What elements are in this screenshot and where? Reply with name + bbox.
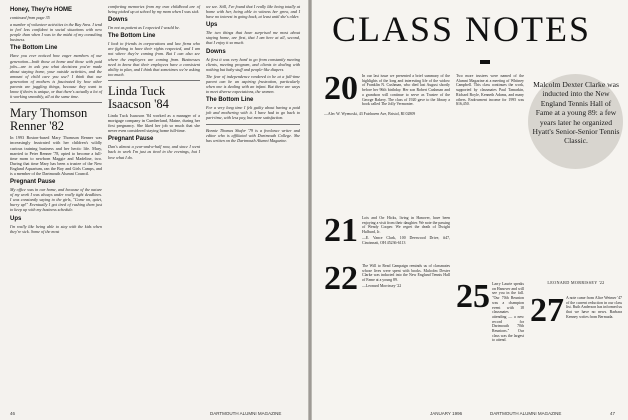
author-credit: Bonnie Thomas Shafer '79 is a freelance writer and editor who is affiliated with Dartmouth College. She has written on the Dartmouth Alumni Magazine.	[206, 127, 300, 143]
right-page	[310, 0, 628, 420]
paragraph: I look to friends in corporations and law firms who are fighting to have their rights respected, and I am not where they're coming from. But I can also see where the employers are coming from. Businesses need to know that their employees have a consistent ability to plan, and I think that sometimes we're asking too much.	[108, 41, 200, 77]
paragraph: The two things that have surprised me most about staying home, are first, that I am here at all, second, that I enjoy it so much.	[206, 30, 300, 46]
class-year-22: 22	[324, 260, 358, 297]
section-heading: Downs	[206, 48, 226, 55]
section-heading: The Bottom Line	[206, 97, 254, 104]
section-heading: Downs	[108, 17, 128, 24]
paragraph: I'm really like being able to stay with the kids when they're sick. Some of the most	[10, 223, 102, 234]
class-signature: —Leonard Morrissey '22	[362, 284, 402, 289]
paragraph: I'm not as patient as I expected I would be.	[108, 25, 180, 31]
left-column-2	[108, 4, 200, 404]
class-20-notes	[362, 74, 450, 112]
paragraph: a number of volunteer activities in the Bay Area. I tend to feel less confident in social situations with new people than when I was in the midst of my consulting business.	[10, 22, 102, 43]
paragraph: Lois and Orr Hicks, living in Hanover, have been enjoying a visit from their daughter. We note the passing of Wendy Cooper. We regret the death of Dwight Hulburd, Jr.	[362, 216, 450, 235]
left-column-3	[206, 4, 300, 404]
class-21-notes	[362, 216, 450, 256]
paragraph: The Will to Read Campaign reminds us of classmates whose lives were spent with books. Malcolm Dexter Clarke was inducted into the New England Tennis Hall of Fame at a young 89.	[362, 264, 450, 283]
paragraph: A note came from Alice Weimer '47 of the current reduction in our class list. Ruth Anderson has informed us that we have no news. Barbara Kenney writes from Bermuda.	[566, 296, 622, 319]
class-20-notes-cont	[324, 112, 450, 204]
paragraph: we see. Still, I've found that I really like being totally at home with her, being able to witness her grow, and I have no interest in going back, at least until she's older.	[206, 4, 300, 20]
paragraph: At first it was very hard to go from constantly meeting clients, meeting program, and clients in dealing with nothing but baby stuff and people-like diapers.	[206, 56, 300, 72]
pull-quote	[528, 74, 623, 288]
title-ornament	[480, 60, 490, 64]
left-column-1	[10, 4, 102, 404]
middle-notes	[456, 74, 524, 270]
section-heading: The Bottom Line	[10, 45, 58, 52]
profile-name: Mary Thomson Renner '82	[10, 106, 88, 134]
page-gutter	[308, 0, 312, 420]
section-heading: Ups	[10, 215, 22, 222]
divider	[206, 124, 300, 125]
class-27-notes	[566, 296, 622, 404]
section-heading: The Bottom Line	[108, 33, 156, 40]
paragraph: Dan's almost a year-and-a-half now, and since I went back to work I'm just as tired in the evenings, but I love what I do.	[108, 144, 200, 160]
section-heading: Pregnant Pause	[10, 179, 56, 186]
paragraph: Larry Laurie speaks on Hanover and will see you in the fall. "Our 70th Reunion was a champion event with 18 classmates attending — a new record for Dartmouth 70th Reunions." Our class was the largest to attend.	[492, 282, 524, 343]
divider	[10, 102, 102, 103]
page-footer: DARTMOUTH ALUMNI MAGAZINE	[210, 411, 282, 416]
divider	[108, 80, 200, 81]
section-heading: Pregnant Pause	[108, 136, 154, 143]
pull-quote-author: LEONARD MORRISSEY '22	[547, 280, 605, 285]
class-year-20: 20	[324, 70, 358, 107]
class-year-21: 21	[324, 212, 358, 249]
paragraph: Two more trustees were named of the Alumni Magazine at a meeting of Whitney Campbell. This class continues the work, supported by classmates Paul Tamarkin, Richard Boyle, Kenneth Adams, and many others. Endowment income for 1995 was $16,450.	[456, 74, 524, 107]
paragraph: My office was in our home, and because of the nature of my work I was always under really tight deadlines. I was constantly saying to the girls, "Come on, quiet, hurry up!" Eventually I got tired of rushing them just to keep up with my business schedule.	[10, 187, 102, 213]
paragraph: For a very long time I felt guilty about having a paid job and mothering with it. I have had to go back to part-time, with less pay, but more satisfaction.	[206, 105, 300, 121]
section-heading: Ups	[206, 22, 218, 29]
class-25-notes	[492, 282, 524, 343]
section-title: CLASS NOTES	[332, 9, 592, 49]
page-number: 46	[10, 411, 16, 416]
paragraph: comforting memories from my own childhood are of being picked up at school by my mom when I was sick.	[108, 4, 200, 15]
page-number: 47	[610, 411, 616, 416]
pull-quote-text: Malcolm Dexter Clarke was inducted into the New England Tennis Hall of Fame at a young 89: a few years later he organized Hyatt's Senior-Senior Tennis Classic.	[532, 80, 620, 146]
left-page	[0, 0, 310, 420]
profile-name: Linda Tuck Isaacson '84	[108, 83, 169, 111]
class-signature: —Alec W. Wyenoski, 43 Fairhaven Ave, Bristol, RI 02809	[324, 112, 416, 116]
class-year-27: 27	[530, 292, 564, 329]
continued-note: continued from page 35	[10, 15, 50, 20]
class-year-25: 25	[456, 278, 490, 315]
article-heading: Honey, They're HOME	[10, 7, 72, 13]
class-22-notes	[362, 264, 450, 404]
paragraph: Have you ever noticed how eager members of our generation—both those at home and those with paid jobs—are to ask you what decisions you've made about staying home, your outside activities, and the amount of child care you use? I think that our generation of mothers is fascinated by how other parents are juggling things, because they want to know if theirs is unique, or that there's actually a lot of it working smoothly, all at the same time.	[10, 53, 102, 100]
class-signature: —E. Vance Clark, 100 Deerwood Drive, #47, Cincinnati, OH 45236-6113	[362, 236, 450, 246]
paragraph: The fear of independence rendered to be at a full-time parent can be an aspiring frustration, particularly when one is dealing with an infant. But there are ways to meet diverse expectations, the women.	[206, 73, 300, 95]
page-footer: DARTMOUTH ALUMNI MAGAZINE	[490, 411, 562, 416]
issue-date: JANUARY 1996	[430, 411, 463, 416]
paragraph: Linda Tuck Isaacson '84 worked as a manager of a mortgage company in Cumberland, Maine, during her first pregnancy. She liked her job so much that she never even considered staying home full-time.	[108, 112, 200, 134]
paragraph: In 1993 Boston-based Mary Thomson Renner was increasingly frustrated with her children's wildly curious training business and her hectic life. Mary, married to Peter Renner '78, opted to become a full-time mom to newborn Maggie and Madeline, two. During that time Mary has been a trustee of the New England Aquarium, ran the Boy and Girls Camps, and is a member of the Dartmouth Alumni Council.	[10, 135, 102, 176]
paragraph: In our last issue we presented a brief summary of the highlights of the long and interesting life of the widow of Franklin N. Cushman, who died last August shortly before her 96th birthday. Her son Robert Cushman and a grandson will continue to serve as Trustee of the George Bakery. The class of 1920 gave to the library a book called The Jolly Vermonter.	[362, 74, 450, 107]
